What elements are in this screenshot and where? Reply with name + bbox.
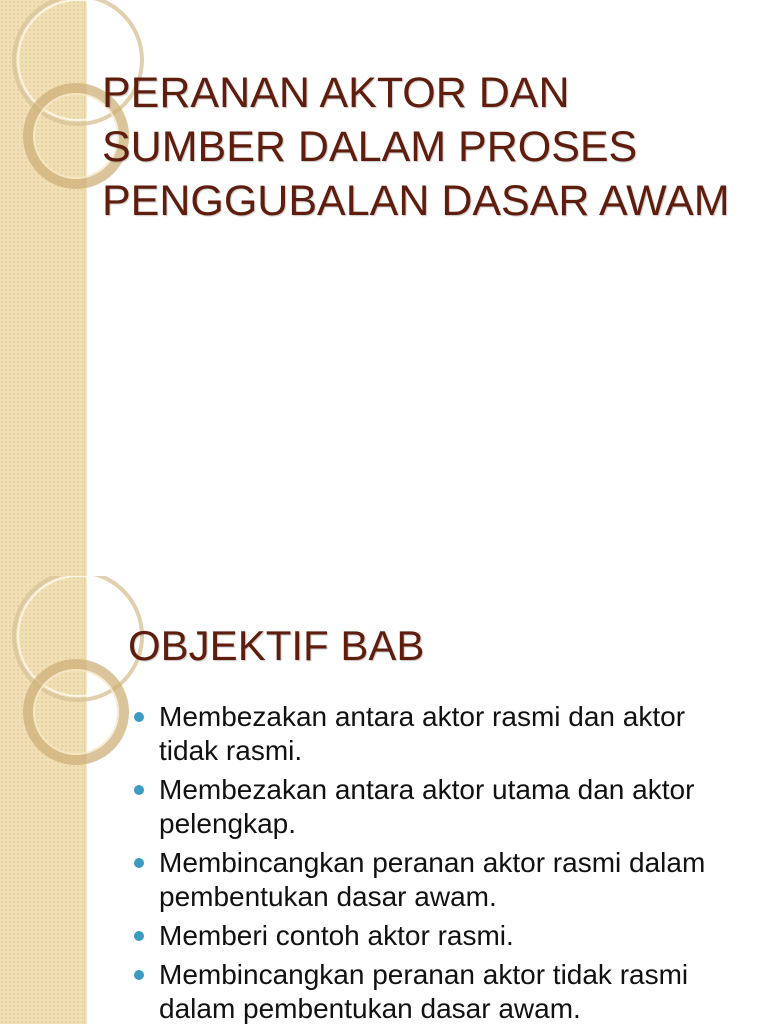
bullet-dot-icon — [134, 931, 144, 941]
bullet-dot-icon — [134, 785, 144, 795]
list-item-text: Membezakan antara aktor utama dan aktor pelengkap. — [159, 774, 695, 839]
list-item — [134, 773, 744, 841]
objectives-slide — [0, 576, 768, 1024]
slide-title: PERANAN AKTOR DAN SUMBER DALAM PROSES PENGGUBALAN DASAR AWAM — [102, 69, 730, 225]
list-item-text: Membincangkan peranan aktor rasmi dalam pembentukan dasar awam. — [159, 847, 706, 912]
bullet-dot-icon — [134, 712, 144, 722]
bullet-dot-icon — [134, 970, 144, 980]
list-item — [134, 958, 744, 1024]
list-item-text: Membezakan antara aktor rasmi dan aktor tidak rasmi. — [159, 701, 686, 766]
list-item — [134, 846, 744, 914]
slide-heading: OBJEKTIF BAB — [128, 622, 425, 669]
list-item — [134, 700, 744, 768]
list-item — [134, 919, 744, 953]
objective-list — [134, 700, 744, 1024]
list-item-text: Memberi contoh aktor rasmi. — [159, 920, 514, 951]
bullet-dot-icon — [134, 858, 144, 868]
ring-ornament-icon — [0, 576, 120, 776]
list-item-text: Membincangkan peranan aktor tidak rasmi dalam pembentukan dasar awam. — [159, 959, 689, 1024]
